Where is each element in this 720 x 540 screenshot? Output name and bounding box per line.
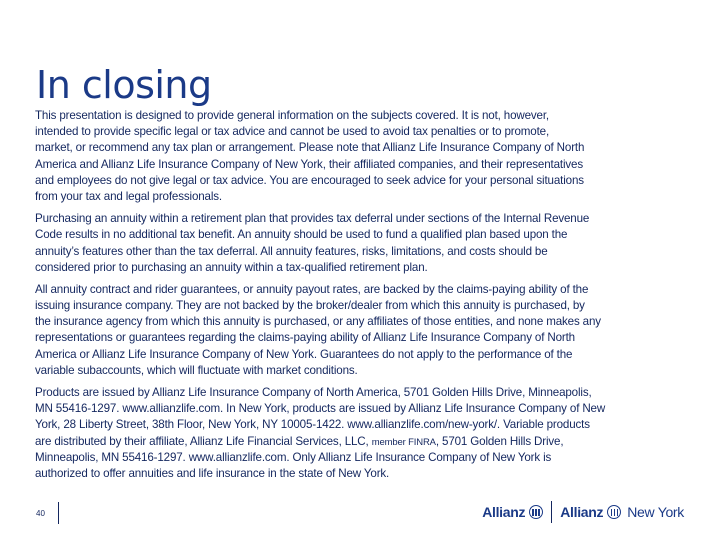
text-line: intended to provide specific legal or tax advice and cannot be used to avoid tax penalties or to promote,: [35, 125, 550, 139]
text-segment: are distributed by their affiliate, Allianz Life Financial Services, LLC,: [35, 434, 372, 448]
text-line: authorized to offer annuities and life insurance in the state of New York.: [35, 466, 390, 480]
text-line: All annuity contract and rider guarantees, or annuity payout rates, are backed by the claims-paying ability of the: [35, 282, 589, 296]
allianz-eagle-icon: [529, 505, 543, 519]
allianz-logo-text: Allianz: [560, 504, 604, 520]
logo-divider: [551, 501, 552, 523]
text-line: Products are issued by Allianz Life Insurance Company of North America, 5701 Golden Hills Drive, Minneapolis,: [35, 386, 592, 399]
paragraph-retirement-plan: [35, 211, 690, 276]
text-line: from your tax and legal professionals.: [35, 189, 222, 203]
text-line: This presentation is designed to provide general information on the subjects covered. It is not, however,: [35, 109, 550, 122]
text-line: issuing insurance company. They are not backed by the broker/dealer from which this annuity is purchased, by: [35, 299, 585, 313]
text-line: and employees do not give legal or tax advice. You are encouraged to seek advice for your personal situations: [35, 173, 584, 187]
allianz-eagle-icon: [607, 505, 621, 519]
text-line: variable subaccounts, which will fluctuate with market conditions.: [35, 363, 358, 377]
text-line: market, or recommend any tax plan or arrangement. Please note that Allianz Life Insurance Company of North: [35, 141, 585, 155]
text-line: considered prior to purchasing an annuity within a tax-qualified retirement plan.: [35, 260, 428, 274]
text-line: MN 55416-1297. www.allianzlife.com. In New York, products are issued by Allianz Life Insurance Company of New: [35, 402, 606, 416]
text-line: America or Allianz Life Insurance Company of New York. Guarantees do not apply to the performance of the: [35, 347, 573, 361]
allianz-logo: [482, 504, 543, 520]
disclosure-body: [35, 108, 690, 488]
text-line: Code results in no additional tax benefit. An annuity should be used to fund a qualified plan based upon the: [35, 228, 568, 242]
footer-logos: [482, 501, 684, 523]
text-line: Minneapolis, MN 55416-1297. www.allianzlife.com. Only Allianz Life Insurance Company of New York is: [35, 450, 552, 464]
paragraph-tax-disclaimer: [35, 108, 690, 205]
text-line: the insurance agency from which this annuity is purchased, or any affiliates of those entities, and none makes any: [35, 315, 601, 329]
new-york-logo-text: New York: [627, 504, 684, 520]
page-number: 40: [36, 509, 45, 518]
text-line: [35, 434, 690, 450]
allianz-logo-text: Allianz: [482, 504, 526, 520]
text-line: Purchasing an annuity within a retirement plan that provides tax deferral under sections of the Internal Revenue: [35, 212, 590, 226]
text-line: York, 28 Liberty Street, 38th Floor, New York, NY 10005-1422. www.allianzlife.com/new-york/. Variable products: [35, 418, 590, 432]
text-line: America and Allianz Life Insurance Company of New York, their affiliated companies, and their representatives: [35, 157, 583, 171]
paragraph-issuer-info: [35, 385, 690, 482]
paragraph-guarantees: [35, 282, 690, 379]
allianz-new-york-logo: [560, 504, 684, 520]
finra-member-text: member FINRA: [371, 436, 436, 448]
footer-divider: [58, 502, 59, 524]
text-line: representations or guarantees regarding the claims-paying ability of Allianz Life Insurance Company of North: [35, 331, 575, 345]
text-line: annuity’s features other than the tax deferral. All annuity features, risks, limitations, and costs should be: [35, 244, 548, 258]
text-segment: , 5701 Golden Hills Drive,: [435, 434, 564, 448]
page-title: In closing: [36, 63, 212, 108]
